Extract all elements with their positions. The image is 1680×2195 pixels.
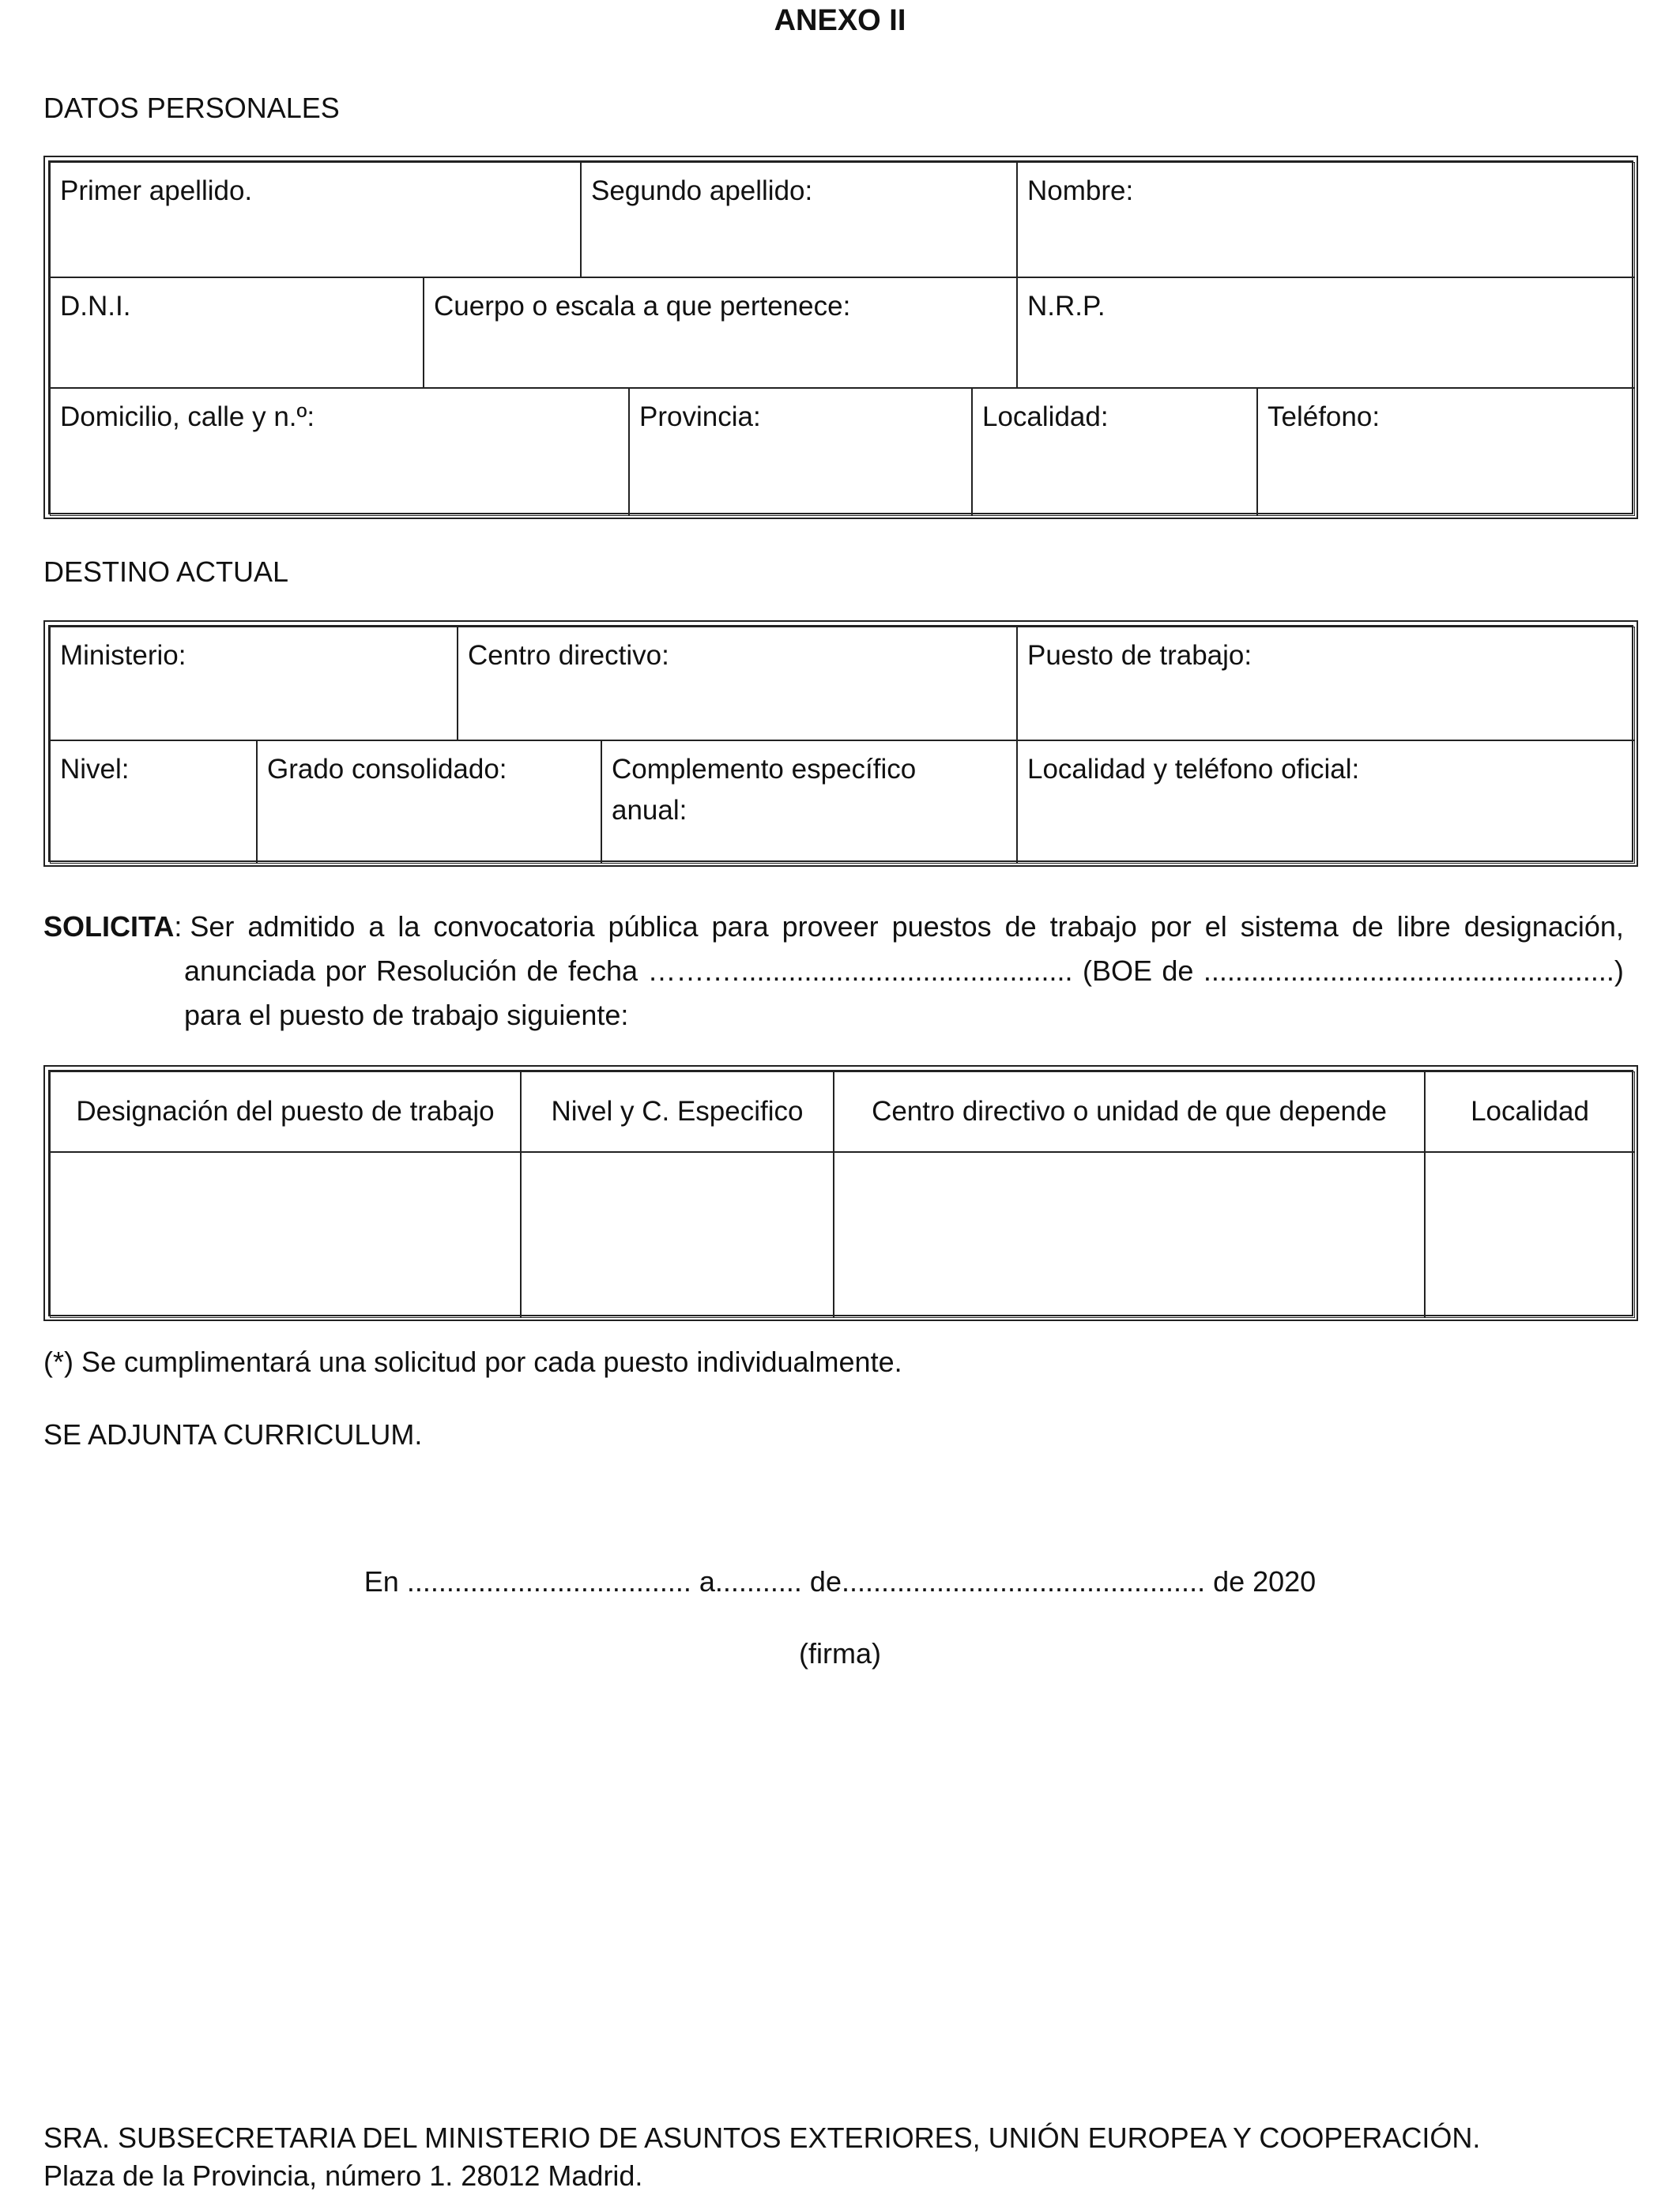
- solicita-line-3: para el puesto de trabajo siguiente:: [184, 999, 629, 1031]
- primer-apellido-field[interactable]: [50, 162, 581, 277]
- nivel-complemento-input[interactable]: [521, 1152, 834, 1318]
- header-localidad: Localidad: [1425, 1071, 1635, 1152]
- puesto-solicitado-table: [43, 1065, 1638, 1321]
- boe-blank: ....................................................): [1203, 954, 1624, 987]
- nivel-field[interactable]: [50, 740, 257, 864]
- centro-directivo-field[interactable]: [458, 627, 1017, 740]
- complemento-anual-label: anual:: [612, 795, 687, 826]
- designacion-input[interactable]: [50, 1152, 521, 1318]
- nrp-label: N.R.P.: [1027, 291, 1106, 322]
- telefono-label: Teléfono:: [1268, 401, 1381, 432]
- ministerio-label: Ministerio:: [60, 640, 186, 671]
- complemento-especifico-label: Complemento específico: [612, 754, 917, 785]
- puesto-trabajo-field[interactable]: [1017, 627, 1635, 740]
- dni-label: D.N.I.: [60, 291, 131, 322]
- destino-actual-heading: DESTINO ACTUAL: [43, 555, 289, 588]
- fecha-resolucion-blank: …….…..........................................: [647, 954, 1073, 987]
- ministerio-field[interactable]: [50, 627, 458, 740]
- cuerpo-escala-label: Cuerpo o escala a que pertenece:: [434, 291, 851, 322]
- centro-directivo-input[interactable]: [834, 1152, 1425, 1318]
- dni-field[interactable]: [50, 277, 424, 388]
- solicita-line-1: SOLICITA: Ser admitido a la convocatoria pública para proveer puestos de trabajo por el sistema de libre designación,: [43, 910, 1624, 943]
- nivel-label: Nivel:: [60, 754, 130, 785]
- grado-consolidado-label: Grado consolidado:: [267, 754, 507, 785]
- localidad-telefono-field[interactable]: [1017, 740, 1635, 864]
- nrp-field[interactable]: [1017, 277, 1635, 388]
- datos-personales-heading: DATOS PERSONALES: [43, 92, 340, 124]
- localidad-telefono-label: Localidad y teléfono oficial:: [1027, 754, 1360, 785]
- provincia-label: Provincia:: [639, 401, 761, 432]
- cuerpo-escala-field[interactable]: [424, 277, 1017, 388]
- destinatario-line-2: Plaza de la Provincia, número 1. 28012 Madrid.: [43, 2159, 643, 2192]
- solicita-line-2: anunciada por Resolución de fecha …….….......................................... (BOE de ....................................................): [43, 949, 1624, 993]
- destino-actual-form: [43, 620, 1638, 867]
- header-centro-directivo: Centro directivo o unidad de que depende: [834, 1071, 1425, 1152]
- page-title: ANEXO II: [774, 4, 906, 37]
- centro-directivo-label: Centro directivo:: [468, 640, 669, 671]
- destinatario-line-1: SRA. SUBSECRETARIA DEL MINISTERIO DE ASUNTOS EXTERIORES, UNIÓN EUROPEA Y COOPERACIÓN.: [43, 2122, 1481, 2154]
- telefono-field[interactable]: [1257, 388, 1635, 516]
- provincia-field[interactable]: [629, 388, 972, 516]
- primer-apellido-label: Primer apellido.: [60, 175, 253, 206]
- header-nivel-complemento: Nivel y C. Especifico: [521, 1071, 834, 1152]
- nombre-label: Nombre:: [1027, 175, 1134, 206]
- solicita-paragraph: [43, 905, 1624, 1037]
- domicilio-label: Domicilio, calle y n.º:: [60, 401, 315, 432]
- adjunta-curriculum: SE ADJUNTA CURRICULUM.: [43, 1418, 423, 1451]
- header-designacion: Designación del puesto de trabajo: [50, 1071, 521, 1152]
- localidad-field[interactable]: [972, 388, 1257, 516]
- grado-consolidado-field[interactable]: [257, 740, 601, 864]
- localidad-input[interactable]: [1425, 1152, 1635, 1318]
- fecha-line: En .................................... a........... de.............................................. de 2020: [363, 1565, 1317, 1598]
- localidad-label: Localidad:: [982, 401, 1109, 432]
- solicita-label: SOLICITA: [43, 910, 175, 943]
- segundo-apellido-label: Segundo apellido:: [591, 175, 813, 206]
- complemento-especifico-field[interactable]: [601, 740, 1017, 864]
- domicilio-field[interactable]: [50, 388, 629, 516]
- puesto-trabajo-label: Puesto de trabajo:: [1027, 640, 1252, 671]
- nombre-field[interactable]: [1017, 162, 1635, 277]
- segundo-apellido-field[interactable]: [581, 162, 1017, 277]
- datos-personales-form: [43, 156, 1638, 519]
- footnote: (*) Se cumplimentará una solicitud por cada puesto individualmente.: [43, 1346, 902, 1378]
- firma-label: (firma): [799, 1637, 881, 1670]
